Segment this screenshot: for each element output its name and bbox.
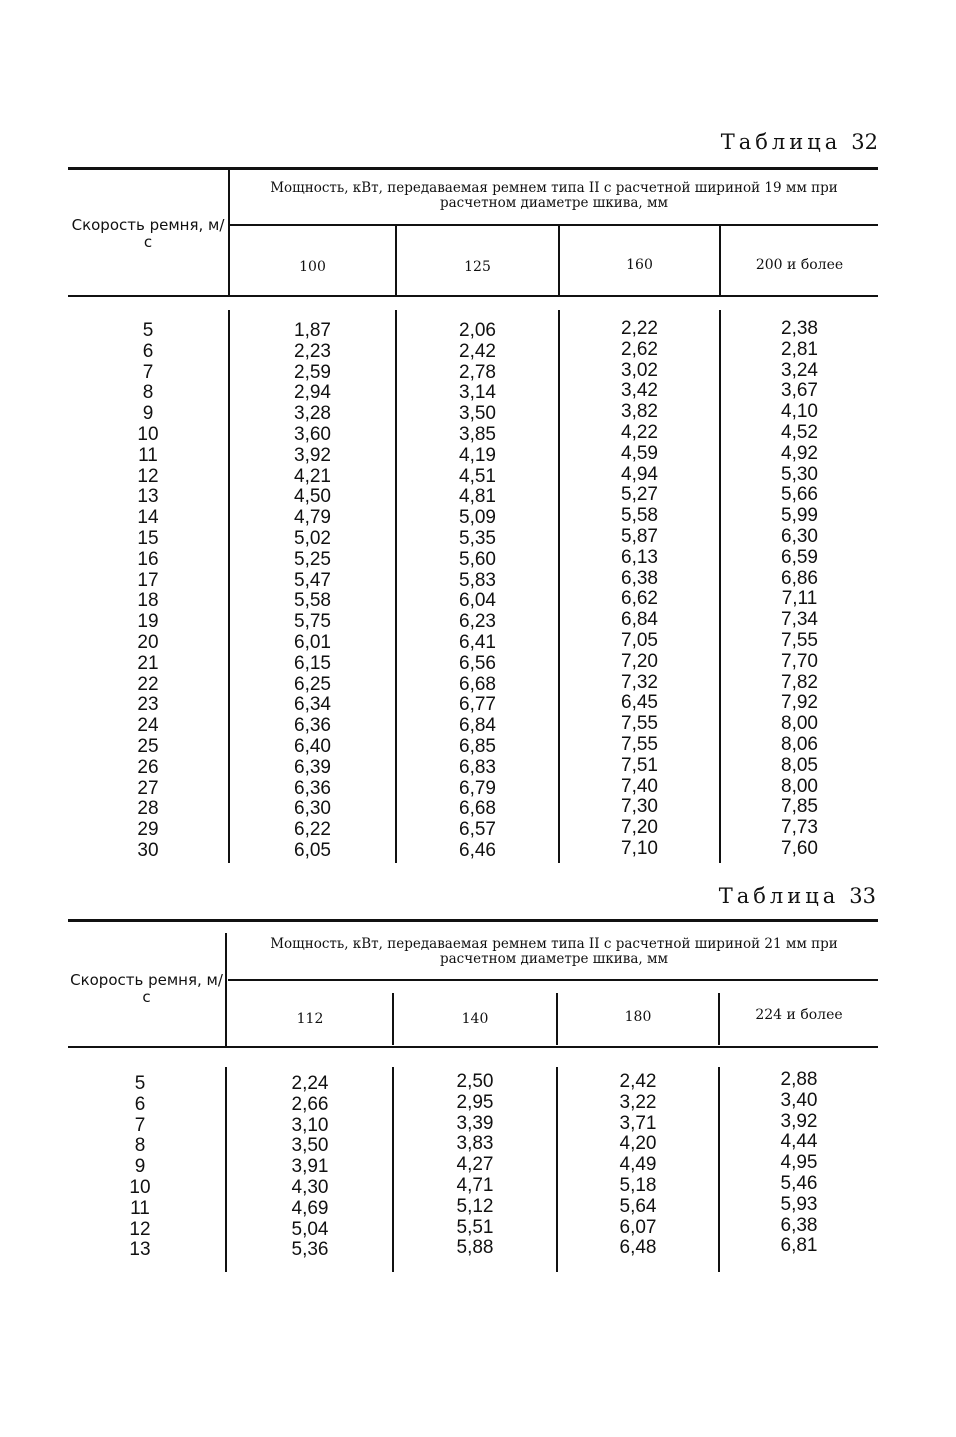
speed-cell: 26 (137, 756, 159, 778)
values-column-112 (228, 1074, 392, 1261)
power-cell: 3,50 (291, 1135, 329, 1157)
power-cell: 5,46 (780, 1172, 818, 1194)
power-cell: 4,51 (459, 465, 496, 487)
power-cell: 2,06 (459, 320, 496, 341)
power-cell: 6,15 (294, 652, 331, 674)
power-cell: 5,04 (291, 1218, 329, 1240)
power-cell: 3,14 (459, 382, 496, 404)
speed-cell: 8 (134, 1135, 146, 1157)
power-cell: 4,49 (619, 1154, 657, 1176)
power-cell: 3,83 (456, 1133, 494, 1155)
speed-cell: 6 (142, 340, 154, 362)
table-33-caption (719, 884, 876, 908)
power-cell: 6,62 (621, 588, 658, 610)
diameter-header: 112 (296, 1011, 324, 1027)
power-cell: 3,91 (291, 1156, 329, 1178)
power-cell: 5,30 (781, 463, 818, 485)
power-cell: 5,51 (456, 1216, 494, 1238)
values-column-160 (560, 319, 719, 860)
speed-header: Скорость ремня, м/с (70, 971, 223, 1006)
power-cell: 3,60 (294, 423, 331, 445)
power-cell: 5,99 (781, 505, 818, 527)
speed-cell: 24 (137, 715, 159, 737)
power-cell: 5,93 (780, 1193, 818, 1215)
header-bottom-rule (68, 295, 878, 297)
power-cell: 6,46 (459, 839, 496, 861)
power-cell: 2,42 (459, 340, 496, 362)
power-cell: 3,92 (294, 444, 331, 466)
power-cell: 7,20 (621, 817, 658, 839)
diameter-header: 140 (461, 1011, 489, 1027)
power-cell: 5,66 (781, 484, 818, 506)
values-column-224-plus (720, 1070, 878, 1257)
power-cell: 2,66 (291, 1093, 329, 1115)
power-cell: 5,88 (456, 1237, 494, 1259)
power-cell: 5,58 (621, 505, 658, 527)
power-cell: 6,84 (621, 609, 658, 631)
power-cell: 2,42 (619, 1071, 657, 1092)
power-header: Мощность, кВт, передаваемая ремнем типа II с расчетной шириной 21 мм при расчетном диаметре шкива, мм (270, 936, 838, 967)
speed-cell: 27 (137, 777, 159, 799)
speed-cell: 5 (134, 1073, 146, 1094)
speed-cell: 19 (137, 611, 159, 633)
speed-cell: 23 (137, 694, 159, 716)
power-cell: 3,50 (459, 403, 496, 425)
power-cell: 3,82 (621, 401, 658, 423)
power-cell: 5,36 (291, 1239, 329, 1261)
diameter-header: 200 и более (755, 257, 844, 273)
power-cell: 6,22 (294, 819, 331, 841)
power-cell: 2,50 (456, 1071, 494, 1092)
power-cell: 2,94 (294, 382, 331, 404)
power-cell: 7,60 (781, 837, 818, 859)
speed-cell: 7 (134, 1114, 146, 1136)
power-cell: 6,36 (294, 777, 331, 799)
caption-number: 33 (849, 884, 876, 908)
power-cell: 2,24 (291, 1073, 329, 1094)
speed-cell: 20 (137, 631, 159, 653)
diameter-header: 224 и более (755, 1007, 843, 1023)
speed-cell: 10 (129, 1176, 151, 1198)
speed-cell: 11 (130, 1197, 150, 1219)
power-cell: 7,10 (621, 837, 658, 859)
power-cell: 4,44 (780, 1131, 818, 1153)
speed-cell: 29 (137, 819, 159, 841)
power-cell: 5,35 (459, 527, 496, 549)
power-cell: 5,83 (459, 569, 496, 591)
power-cell: 3,02 (621, 359, 658, 381)
power-cell: 4,92 (781, 442, 818, 464)
power-cell: 5,60 (459, 548, 496, 570)
power-cell: 3,85 (459, 423, 496, 445)
power-cell: 6,38 (780, 1214, 818, 1236)
power-cell: 4,30 (291, 1176, 329, 1198)
speed-cell: 22 (137, 673, 159, 695)
power-cell: 6,23 (459, 611, 496, 633)
power-cell: 5,18 (619, 1174, 657, 1196)
power-cell: 6,13 (621, 546, 658, 568)
speed-column-divider (225, 933, 227, 1048)
power-cell: 4,71 (456, 1174, 494, 1196)
power-cell: 3,39 (456, 1112, 494, 1134)
power-cell: 6,81 (780, 1235, 818, 1257)
table-32-caption (721, 130, 878, 154)
power-cell: 5,09 (459, 507, 496, 529)
power-cell: 5,12 (456, 1195, 494, 1217)
power-cell: 7,73 (781, 817, 818, 839)
power-cell: 6,36 (294, 715, 331, 737)
power-cell: 7,55 (781, 629, 818, 651)
power-cell: 7,11 (781, 588, 818, 610)
power-cell: 4,79 (294, 507, 331, 529)
speed-cell: 10 (137, 423, 159, 445)
power-cell: 7,34 (781, 609, 818, 631)
power-cell: 4,59 (621, 442, 658, 464)
power-cell: 7,30 (621, 796, 658, 818)
power-cell: 5,25 (294, 548, 331, 570)
power-cell: 6,48 (619, 1237, 657, 1259)
top-rule (68, 167, 878, 170)
power-cell: 6,40 (294, 735, 331, 757)
power-cell: 2,95 (456, 1091, 494, 1113)
power-cell: 7,40 (621, 775, 658, 797)
power-cell: 6,79 (459, 777, 496, 799)
speed-cell: 21 (137, 652, 159, 674)
speed-cell: 11 (138, 444, 158, 466)
power-cell: 5,64 (619, 1195, 657, 1217)
power-cell: 7,82 (781, 671, 818, 693)
power-cell: 4,69 (291, 1197, 329, 1219)
speed-cell: 5 (142, 320, 154, 341)
power-cell: 8,05 (781, 754, 818, 776)
power-cell: 2,23 (294, 340, 331, 362)
power-cell: 3,92 (780, 1110, 818, 1132)
power-cell: 3,42 (621, 380, 658, 402)
table-32 (68, 167, 878, 867)
header-subrule (228, 979, 878, 981)
power-cell: 7,70 (781, 650, 818, 672)
power-cell: 6,59 (781, 546, 818, 568)
speed-header: Скорость ремня, м/с (71, 216, 225, 251)
power-cell: 2,38 (781, 318, 818, 339)
power-cell: 4,22 (621, 421, 658, 443)
power-cell: 7,85 (781, 796, 818, 818)
header-bottom-rule (68, 1046, 878, 1048)
power-cell: 7,55 (621, 733, 658, 755)
power-cell: 4,95 (780, 1152, 818, 1174)
power-cell: 6,07 (619, 1216, 657, 1238)
power-cell: 6,34 (294, 694, 331, 716)
power-cell: 3,40 (780, 1089, 818, 1111)
power-cell: 7,92 (781, 692, 818, 714)
speed-column (100, 1074, 180, 1261)
power-cell: 6,85 (459, 735, 496, 757)
power-cell: 6,45 (621, 692, 658, 714)
power-cell: 5,27 (621, 484, 658, 506)
power-cell: 4,27 (456, 1154, 494, 1176)
caption-number: 32 (851, 130, 878, 154)
power-cell: 6,38 (621, 567, 658, 589)
power-cell: 6,83 (459, 756, 496, 778)
speed-cell: 28 (137, 798, 159, 820)
body-divider-0 (225, 1067, 227, 1272)
power-cell: 4,20 (619, 1133, 657, 1155)
power-cell: 6,39 (294, 756, 331, 778)
power-cell: 4,81 (459, 486, 496, 508)
speed-cell: 13 (137, 486, 159, 508)
speed-cell: 6 (134, 1093, 146, 1115)
diameter-header: 180 (624, 1009, 652, 1025)
speed-cell: 18 (137, 590, 159, 612)
power-cell: 4,50 (294, 486, 331, 508)
speed-cell: 17 (137, 569, 159, 591)
power-cell: 6,68 (459, 673, 496, 695)
power-cell: 7,05 (621, 629, 658, 651)
caption-word: Таблица (720, 130, 842, 154)
diameter-header: 160 (626, 257, 653, 273)
power-cell: 3,71 (619, 1112, 657, 1134)
speed-column (108, 321, 188, 862)
power-cell: 5,58 (294, 590, 331, 612)
power-cell: 6,30 (781, 525, 818, 547)
power-cell: 3,28 (294, 403, 331, 425)
table-33 (68, 919, 878, 1274)
power-cell: 8,00 (781, 775, 818, 797)
speed-cell: 13 (129, 1239, 151, 1261)
power-cell: 2,59 (294, 361, 331, 383)
values-column-200-plus (721, 319, 878, 860)
power-cell: 6,56 (459, 652, 496, 674)
speed-cell: 30 (137, 839, 159, 861)
values-column-100 (230, 321, 395, 862)
values-column-125 (397, 321, 558, 862)
power-cell: 6,77 (459, 694, 496, 716)
power-cell: 2,62 (621, 338, 658, 360)
speed-cell: 8 (142, 382, 154, 404)
power-cell: 2,22 (621, 318, 658, 339)
power-cell: 2,78 (459, 361, 496, 383)
power-cell: 3,10 (291, 1114, 329, 1136)
power-cell: 7,20 (621, 650, 658, 672)
power-header: Мощность, кВт, передаваемая ремнем типа II с расчетной шириной 19 мм при расчетном диаметре шкива, мм (270, 180, 838, 211)
diameter-header: 100 (299, 259, 326, 275)
power-cell: 6,30 (294, 798, 331, 820)
power-cell: 4,19 (459, 444, 496, 466)
speed-cell: 9 (134, 1156, 146, 1178)
power-cell: 3,22 (619, 1091, 657, 1113)
values-column-180 (558, 1072, 718, 1259)
power-cell: 6,04 (459, 590, 496, 612)
power-cell: 6,01 (294, 631, 331, 653)
speed-cell: 25 (137, 735, 159, 757)
power-cell: 4,94 (621, 463, 658, 485)
header-subrule (230, 224, 878, 226)
power-cell: 7,55 (621, 713, 658, 735)
speed-cell: 9 (142, 403, 154, 425)
power-cell: 8,00 (781, 713, 818, 735)
power-cell: 4,10 (781, 401, 818, 423)
power-cell: 5,75 (294, 611, 331, 633)
power-cell: 4,52 (781, 421, 818, 443)
speed-cell: 12 (137, 465, 159, 487)
diameter-header: 125 (464, 259, 491, 275)
power-cell: 6,05 (294, 839, 331, 861)
power-cell: 2,81 (781, 338, 818, 360)
power-cell: 6,68 (459, 798, 496, 820)
power-cell: 6,84 (459, 715, 496, 737)
power-cell: 5,87 (621, 525, 658, 547)
power-cell: 6,25 (294, 673, 331, 695)
power-cell: 2,88 (780, 1069, 818, 1090)
power-cell: 3,67 (781, 380, 818, 402)
power-cell: 6,86 (781, 567, 818, 589)
power-cell: 5,47 (294, 569, 331, 591)
power-cell: 3,24 (781, 359, 818, 381)
power-cell: 6,57 (459, 819, 496, 841)
values-column-140 (394, 1072, 556, 1259)
power-cell: 8,06 (781, 733, 818, 755)
power-cell: 6,41 (459, 631, 496, 653)
speed-cell: 7 (142, 361, 154, 383)
caption-word: Таблица (718, 884, 840, 908)
speed-cell: 14 (137, 507, 159, 529)
speed-cell: 15 (137, 527, 159, 549)
power-cell: 5,02 (294, 527, 331, 549)
power-cell: 7,32 (621, 671, 658, 693)
power-cell: 1,87 (294, 320, 331, 341)
top-rule (68, 919, 878, 922)
power-cell: 7,51 (621, 754, 658, 776)
speed-cell: 16 (137, 548, 159, 570)
speed-cell: 12 (129, 1218, 151, 1240)
power-cell: 4,21 (294, 465, 331, 487)
